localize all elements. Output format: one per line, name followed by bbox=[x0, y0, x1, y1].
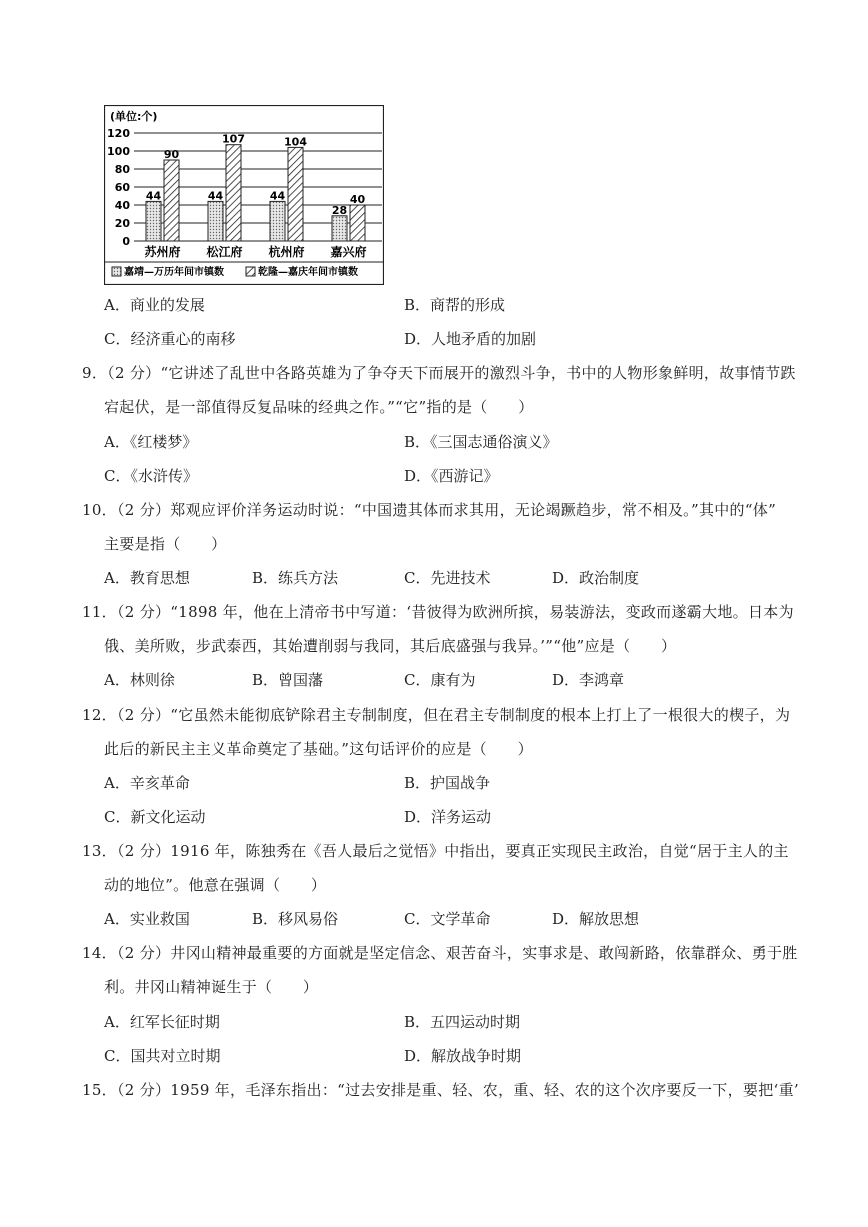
q8-option-d[interactable]: D．人地矛盾的加剧 bbox=[404, 330, 537, 348]
q11-stem-line1: 11．（2 分）“1898 年，他在上清帝书中写道：‘昔彼得为欧洲所摈，易装游法，变政而遂霸大地。日本为 bbox=[82, 603, 794, 621]
q8-option-a[interactable]: A．商业的发展 bbox=[104, 296, 205, 314]
q10-option-a[interactable]: A．教育思想 bbox=[104, 569, 190, 587]
bar-jiajing-wanli bbox=[332, 216, 347, 241]
q13-stem-line2: 动的地位”。他意在强调（ ） bbox=[104, 876, 327, 894]
q8-option-b[interactable]: B．商帮的形成 bbox=[404, 296, 506, 314]
category-label: 杭州府 bbox=[268, 245, 305, 259]
bar-value-label: 107 bbox=[222, 132, 245, 146]
bar-jiajing-wanli bbox=[146, 201, 161, 241]
market-towns-chart bbox=[104, 105, 384, 285]
legend-label: 嘉靖—万历年间市镇数 bbox=[124, 267, 224, 278]
q10-option-d[interactable]: D．政治制度 bbox=[552, 569, 640, 587]
q14-option-b[interactable]: B．五四运动时期 bbox=[404, 1013, 521, 1031]
category-label: 松江府 bbox=[206, 245, 243, 259]
y-tick-label: 100 bbox=[107, 145, 130, 158]
bar-qianlong-jiaqing bbox=[226, 145, 241, 241]
q8-option-c[interactable]: C．经济重心的南移 bbox=[104, 330, 236, 348]
q11-option-b[interactable]: B．曾国藩 bbox=[252, 671, 324, 689]
q11-option-a[interactable]: A．林则徐 bbox=[104, 671, 175, 689]
legend-label: 乾隆—嘉庆年间市镇数 bbox=[258, 267, 358, 278]
q9-stem-line2: 宕起伏，是一部值得反复品味的经典之作。”“它”指的是（ ） bbox=[104, 398, 534, 416]
bar-value-label: 28 bbox=[331, 203, 348, 217]
legend-swatch bbox=[246, 267, 255, 276]
y-tick-label: 40 bbox=[114, 199, 130, 212]
q9-stem-line1: 9．（2 分）“它讲述了乱世中各路英雄为了争夺天下而展开的激烈斗争，书中的人物形象鲜明，故事情节跌 bbox=[82, 364, 796, 382]
y-tick-label: 80 bbox=[114, 163, 130, 176]
bar-value-label: 40 bbox=[349, 193, 366, 206]
q11-option-c[interactable]: C．康有为 bbox=[404, 671, 476, 689]
q15-stem-line1: 15．（2 分）1959 年，毛泽东指出：“过去安排是重、轻、农，重、轻、农的这个次序要反一下，要把‘重’ bbox=[82, 1081, 799, 1099]
q10-option-b[interactable]: B．练兵方法 bbox=[252, 569, 339, 587]
chart-svg bbox=[104, 105, 384, 285]
q12-stem-line1: 12．（2 分）“它虽然未能彻底铲除君主专制制度，但在君主专制制度的根本上打上了一根很大的楔子，为 bbox=[82, 706, 791, 724]
bar-value-label: 44 bbox=[145, 189, 162, 203]
category-label: 嘉兴府 bbox=[330, 245, 367, 259]
q11-stem-line2: 俄、美所败，步武泰西，其始遭削弱与我同，其后底盛强与我异。’”“他”应是（ ） bbox=[104, 637, 677, 655]
q14-option-a[interactable]: A．红军长征时期 bbox=[104, 1013, 220, 1031]
bar-qianlong-jiaqing bbox=[288, 147, 303, 241]
y-tick-label: 60 bbox=[114, 181, 130, 194]
q10-stem-line1: 10．（2 分）郑观应评价洋务运动时说：“中国遗其体而求其用，无论竭蹶趋步，常不相及。”其中的“体” bbox=[82, 501, 777, 519]
q14-option-c[interactable]: C．国共对立时期 bbox=[104, 1047, 221, 1065]
y-tick-label: 120 bbox=[107, 127, 130, 140]
bar-qianlong-jiaqing bbox=[350, 205, 365, 241]
chart-unit-label: (单位:个) bbox=[110, 110, 158, 123]
bar-qianlong-jiaqing bbox=[164, 160, 179, 241]
q14-stem-line2: 利。井冈山精神诞生于（ ） bbox=[104, 978, 319, 996]
bar-value-label: 90 bbox=[163, 148, 180, 161]
q13-option-c[interactable]: C．文学革命 bbox=[404, 910, 491, 928]
q11-option-d[interactable]: D．李鸿章 bbox=[552, 671, 625, 689]
bar-jiajing-wanli bbox=[208, 201, 223, 241]
bar-value-label: 104 bbox=[284, 135, 307, 149]
q9-option-d[interactable]: D．《西游记》 bbox=[404, 467, 499, 485]
category-label: 苏州府 bbox=[144, 245, 181, 259]
q10-option-c[interactable]: C．先进技术 bbox=[404, 569, 491, 587]
q13-option-d[interactable]: D．解放思想 bbox=[552, 910, 640, 928]
q14-stem-line1: 14．（2 分）井冈山精神最重要的方面就是坚定信念、艰苦奋斗，实事求是、敢闯新路，依靠群众、勇于胜 bbox=[82, 944, 798, 962]
q12-option-a[interactable]: A．辛亥革命 bbox=[104, 774, 190, 792]
q9-option-b[interactable]: B．《三国志通俗演义》 bbox=[404, 433, 558, 451]
q12-option-c[interactable]: C．新文化运动 bbox=[104, 808, 206, 826]
q10-stem-line2: 主要是指（ ） bbox=[104, 535, 227, 553]
y-tick-label: 20 bbox=[114, 217, 130, 230]
legend-swatch bbox=[112, 267, 121, 276]
q12-option-b[interactable]: B．护国战争 bbox=[404, 774, 491, 792]
q12-stem-line2: 此后的新民主主义革命奠定了基础。”这句话评价的应是（ ） bbox=[104, 740, 533, 758]
q13-option-a[interactable]: A．实业救国 bbox=[104, 910, 190, 928]
q9-option-c[interactable]: C．《水浒传》 bbox=[104, 467, 198, 485]
q13-stem-line1: 13．（2 分）1916 年，陈独秀在《吾人最后之觉悟》中指出，要真正实现民主政治，自觉“居于主人的主 bbox=[82, 842, 789, 860]
q12-option-d[interactable]: D．洋务运动 bbox=[404, 808, 492, 826]
bar-value-label: 44 bbox=[269, 189, 286, 203]
bar-value-label: 44 bbox=[207, 189, 224, 203]
y-tick-label: 0 bbox=[122, 235, 130, 248]
q14-option-d[interactable]: D．解放战争时期 bbox=[404, 1047, 522, 1065]
bar-jiajing-wanli bbox=[270, 201, 285, 241]
q9-option-a[interactable]: A．《红楼梦》 bbox=[104, 433, 198, 451]
q13-option-b[interactable]: B．移风易俗 bbox=[252, 910, 339, 928]
